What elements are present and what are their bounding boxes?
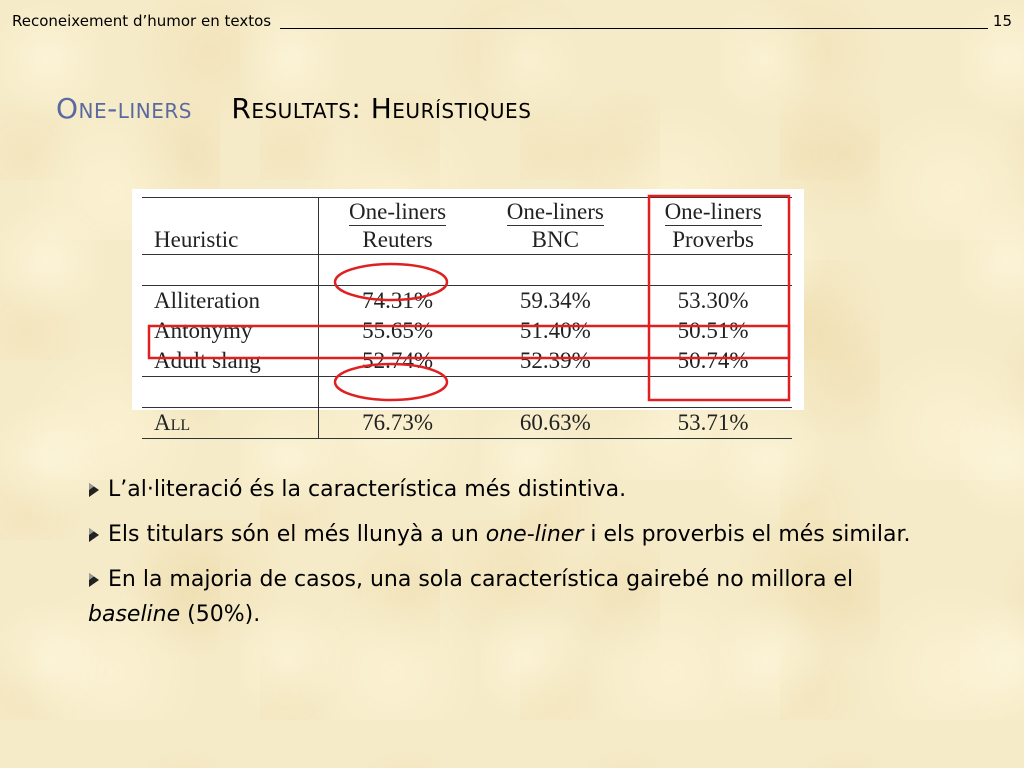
- bullet-text: i els proverbis el més similar.: [583, 522, 911, 547]
- table-cell: Adult slang: [142, 346, 318, 377]
- header-cell: [634, 198, 792, 227]
- table-total-row: [142, 408, 792, 439]
- table-header-row: [142, 198, 792, 227]
- table-cell: 53.30%: [677, 288, 749, 313]
- table-cell: 74.31%: [362, 288, 434, 313]
- results-table: [142, 197, 792, 439]
- bullet-emphasis: baseline: [88, 602, 181, 627]
- table-cell: 50.74%: [634, 346, 792, 377]
- table-cell: 52.39%: [476, 346, 634, 377]
- table-gap: [142, 377, 792, 408]
- table-cell: 51.40%: [519, 318, 591, 343]
- table-cell: 76.73%: [318, 408, 476, 439]
- bullet-text: (50%).: [180, 602, 261, 627]
- bullet-arrow-icon: [88, 527, 100, 543]
- table-gap: [142, 255, 792, 286]
- header-cell-text: One-liners: [349, 199, 447, 224]
- table-cell: All: [142, 408, 318, 439]
- bullet-list: [88, 472, 918, 642]
- table-cell: 59.34%: [519, 288, 591, 313]
- table-row: [142, 286, 792, 317]
- table-row: [142, 346, 792, 377]
- header-cell: BNC: [476, 226, 634, 255]
- bullet-arrow-icon: [88, 482, 100, 498]
- table-cell: Alliteration: [142, 286, 318, 317]
- header-title: Reconeixement d’humor en textos: [12, 12, 272, 30]
- header-cell: [318, 198, 476, 227]
- table-header-row: [142, 226, 792, 255]
- bullet-emphasis: one-liner: [485, 522, 584, 547]
- bullet-text: Els titulars són el més llunyà a un: [108, 522, 486, 547]
- header-rule: [280, 28, 988, 29]
- title-topic: One-liners: [56, 92, 192, 125]
- bullet-arrow-icon: [88, 572, 100, 588]
- bullet-text: L’al·literació és la característica més distintiva.: [108, 477, 627, 502]
- slide-header: [12, 10, 1012, 32]
- table-row: [142, 316, 792, 346]
- table-cell: 50.51%: [677, 318, 749, 343]
- list-item: [88, 517, 918, 552]
- header-cell: [476, 198, 634, 227]
- table-cell: 60.63%: [476, 408, 634, 439]
- slide-title: [56, 92, 531, 132]
- title-subtopic: Resultats: Heurístiques: [231, 92, 532, 125]
- list-item: [88, 562, 918, 632]
- table-cell: 55.65%: [362, 318, 434, 343]
- table-cell: 52.74%: [318, 346, 476, 377]
- header-cell-text: One-liners: [664, 199, 762, 224]
- header-cell: [142, 198, 318, 227]
- table-cell: 53.71%: [634, 408, 792, 439]
- header-cell: Proverbs: [634, 226, 792, 255]
- list-item: [88, 472, 918, 507]
- header-cell-text: One-liners: [506, 199, 604, 224]
- table-cell: Antonymy: [142, 316, 318, 346]
- page-number: 15: [992, 12, 1012, 30]
- bullet-text: En la majoria de casos, una sola característica gairebé no millora el: [108, 567, 854, 592]
- header-cell: Reuters: [318, 226, 476, 255]
- results-table-panel: [132, 189, 804, 435]
- header-cell: Heuristic: [142, 226, 318, 255]
